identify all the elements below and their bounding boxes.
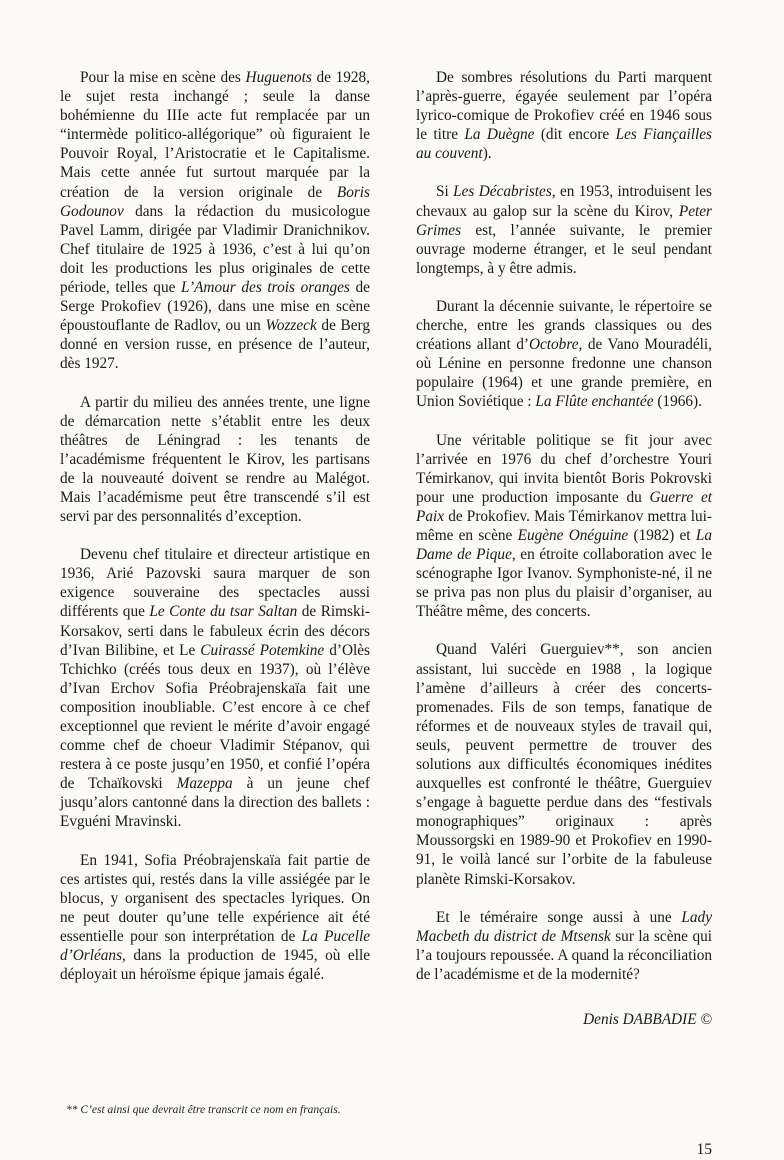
text-run: , de Vano Mouradéli, où Lénine en personne fredonne une chanson populaire (1964) et une grande première, en Union Soviétique : bbox=[416, 336, 712, 411]
italic-title: La Dame de Pique bbox=[416, 526, 712, 564]
text-run: Devenu chef titulaire et directeur artistique en 1936, Arié Pazovski saura marquer de son exigence souveraine des spectacles aussi différents que bbox=[60, 546, 370, 621]
italic-title: Mazeppa bbox=[176, 775, 233, 793]
text-run: sur la scène qui l’a toujours repoussée. A quand la réconciliation de l’académisme et de la modernité? bbox=[416, 927, 712, 983]
italic-title: Les Fiançailles au couvent bbox=[416, 126, 712, 163]
text-run: ). bbox=[482, 145, 492, 163]
text-run: à un jeune chef jusqu’alors cantonné dans la direction des ballets : Evguéni Mravinski. bbox=[60, 775, 370, 831]
italic-title: Octobre bbox=[528, 336, 579, 354]
italic-title: La Pucelle d’Orléans bbox=[60, 927, 370, 965]
page-number: 15 bbox=[696, 1141, 712, 1158]
text-run: En 1941, Sofia Préobrajenskaïa fait partie de ces artistes qui, restés dans la ville assiégée par le blocus, y organisent des spectacles lyriques. On ne peut douter qu’une telle expérience ait été essentielle pour son interprétation de bbox=[60, 851, 370, 945]
text-run: de Rimski-Korsakov, serti dans le fabuleux écrin des décors d’Ivan Bilibine, et Le bbox=[60, 603, 370, 659]
text-run: de Berg donné en version russe, en présence de l’auteur, dès 1927. bbox=[60, 317, 370, 373]
text-run: de 1928, le sujet resta inchangé ; seule la danse bohémienne du IIIe acte fut remplacée par un “intermède politico-allégorique” où figuraient le Pouvoir Royal, l’Aristocratie et le Capitalisme. Mais cette année fut surtout marquée par la création de la version originale de bbox=[60, 69, 370, 201]
paragraph bbox=[416, 908, 712, 984]
text-run: , en 1953, introduisent les chevaux au galop sur la scène du Kirov, bbox=[416, 183, 712, 220]
paragraph bbox=[416, 431, 712, 622]
text-run: Durant la décennie suivante, le répertoire se cherche, entre les grands classiques ou des créations allant d’ bbox=[416, 297, 712, 354]
text-run: est, l’année suivante, le premier ouvrage moderne étranger, et le seul pendant longtemps, à y être admis. bbox=[416, 221, 712, 277]
italic-title: L’Amour des trois oranges bbox=[181, 279, 350, 297]
text-run: Et le téméraire songe aussi à une bbox=[436, 908, 682, 926]
paragraph bbox=[416, 182, 712, 277]
text-run: Pour la mise en scène des bbox=[80, 69, 246, 86]
italic-title: Peter Grimes bbox=[416, 202, 712, 239]
paragraph bbox=[416, 297, 712, 412]
text-run: Une véritable politique se fit jour avec l’arrivée en 1976 du chef d’orchestre Youri Témirkanov, qui invita bientôt Boris Pokrovski pour une production imposante du bbox=[416, 431, 712, 506]
italic-title: La Duègne bbox=[464, 126, 535, 144]
italic-title: La Flûte enchantée bbox=[535, 393, 654, 411]
paragraph bbox=[60, 393, 370, 527]
text-run: dans la rédaction du musicologue Pavel Lamm, dirigée par Vladimir Dranichnikov. Chef titulaire de 1925 à 1936, c’est à lui qu’on doit les productions les plus originales de cette période, telles que bbox=[60, 202, 370, 297]
text-run: de Serge Prokofiev (1926), dans une mise en scène époustouflante de Radlov, ou un bbox=[60, 279, 370, 335]
text-run: De sombres résolutions du Parti marquent l’après-guerre, égayée seulement par l’opéra lyrico-comique de Prokofiev créé en 1946 sous le titre bbox=[416, 69, 712, 144]
text-run: A partir du milieu des années trente, une ligne de démarcation nette s’établit entre les deux théâtres de Léningrad : les tenants de l’académisme fréquentent le Kirov, les partisans de la nouveauté doivent se rendre au Malégot. Mais l’académisme peut être transcendé s’il est servi par des personnalités d’exception. bbox=[60, 393, 370, 526]
italic-title: Les Décabristes bbox=[453, 183, 552, 201]
italic-title: Huguenots bbox=[245, 69, 312, 86]
text-run: (dit encore bbox=[534, 126, 616, 144]
italic-title: Cuirassé Potemkine bbox=[200, 641, 325, 659]
paragraph bbox=[416, 68, 712, 163]
text-run: Quand Valéri Guerguiev**, son ancien assistant, lui succède en 1988 , la logique l’amène d’ailleurs à créer des concerts-promenades. Fils de son temps, fanatique de réformes et de nouveaux styles de travail qui, seuls, peuvent permettre de trouver des solutions aux difficultés économiques inédites auxquelles est confronté le théâtre, Guerguiev s’engage à baguette perdue dans des “festivals monographiques” originaux : après Moussorgski en 1989-90 et Prokofiev en 1990-91, le voilà lancé sur l’orbite de la fabuleuse planète Rimski-Korsakov. bbox=[416, 641, 712, 888]
text-run: Si bbox=[436, 183, 454, 201]
text-run: (1966). bbox=[653, 393, 702, 411]
paragraph bbox=[60, 68, 370, 374]
footnote: ** C’est ainsi que devrait être transcrit ce nom en français. bbox=[66, 1104, 341, 1116]
paragraph bbox=[416, 640, 712, 888]
italic-title: Eugène Onéguine bbox=[517, 526, 629, 544]
text-run: d’Olès Tchichko (créés tous deux en 1937), où l’élève d’Ivan Erchov Sofia Préobrajenskaïa fait une composition inoubliable. C’est encore à ce chef exceptionnel que revient le mérite d’avoir engagé comme chef de choeur Vladimir Stépanov, qui restera à ce poste jusqu’en 1950, et confié l’opéra de Tchaïkovski bbox=[60, 641, 371, 793]
italic-title: Boris Godounov bbox=[60, 183, 370, 220]
text-run: , dans la production de 1945, où elle déployait un héroïsme épique jamais égalé. bbox=[60, 947, 370, 984]
text-run: (1982) et bbox=[628, 526, 696, 544]
text-run: , en étroite collaboration avec le scénographe Igor Ivanov. Symphoniste-né, il ne se priva pas non plus du plaisir d’organiser, au Théâtre même, des concerts. bbox=[416, 546, 712, 621]
left-column bbox=[60, 68, 370, 984]
italic-title: Guerre et Paix bbox=[416, 488, 712, 525]
author-signature: Denis DABBADIE © bbox=[583, 1011, 712, 1028]
paragraph bbox=[60, 545, 370, 831]
text-run: de Prokofiev. Mais Témirkanov mettra lui-même en scène bbox=[416, 507, 712, 544]
italic-title: Lady Macbeth du district de Mtsensk bbox=[416, 908, 712, 945]
italic-title: Le Conte du tsar Saltan bbox=[149, 603, 298, 621]
paragraph bbox=[60, 851, 370, 985]
italic-title: Wozzeck bbox=[265, 317, 317, 335]
right-column bbox=[416, 68, 712, 984]
